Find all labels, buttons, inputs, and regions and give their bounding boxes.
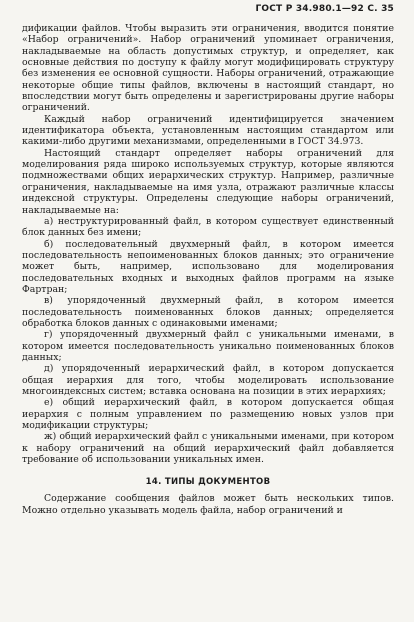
list-item: е) общий иерархический файл, в котором допускается общая иерархия с полным управлением по размещению новых узлов при модификации структуры; (22, 397, 394, 432)
list-item: б) последовательный двухмерный файл, в котором имеется последовательность непоименованных блоков данных; это ограничение может быть, например, использовано для моделирования последовательных входных и выходных файлов программ на языке Фартран; (22, 238, 394, 295)
paragraph: Каждый набор ограничений идентифицируется значением идентификатора объекта, установленным настоящим стандартом или какими-либо другими механизмами, определенными в ГОСТ 34.973. (22, 113, 394, 148)
list-item: д) упорядоченный иерархический файл, в котором допускается общая иерархия для того, чтобы моделировать использование многоиндексных систем; вставка основана на позиции в этих иерархиях; (22, 363, 394, 397)
list-item: в) упорядоченный двухмерный файл, в котором имеется последовательность поименованных блоков данных; определяется обработка блоков данных с одинаковыми именами; (22, 295, 394, 329)
section-heading: 14. ТИПЫ ДОКУМЕНТОВ (145, 477, 271, 488)
body-text (22, 23, 394, 516)
paragraph: Содержание сообщения файлов может быть нескольких типов. Можно отдельно указывать модель файла, набор ограничений и (22, 493, 394, 516)
list-item: ж) общий иерархический файл с уникальными именами, при котором к набору ограничений на общий иерархический файл добавляется требование об использовании уникальных имен. (22, 431, 394, 466)
list-item: г) упорядоченный двухмерный файл с уникальными именами, в котором имеется последовательность уникально поименованных блоков данных; (22, 329, 394, 363)
list-item: а) неструктурированный файл, в котором существует единственный блок данных без имени; (22, 215, 394, 239)
paragraph: дификации файлов. Чтобы выразить эти ограничения, вводится понятие «Набор ограничений». Набор ограничений упоминает ограничения, накладываемые на область допустимых структур, и определяет, как основные действия по доступу к файлу могут модифицировать структуру без изменения ее основной сущности. Наборы ограничений, отражающие некоторые общие типы файлов, включены в настоящий стандарт, но впоследствии могут быть определены и зарегистрированы другие наборы ограничений. (22, 23, 394, 114)
running-head: ГОСТ Р 34.980.1—92 С. 35 (255, 4, 394, 14)
paragraph: Настоящий стандарт определяет наборы ограничений для моделирования ряда широко используемых структур, которые являются подмножествами общих иерархических структур. Например, различные ограничения, накладываемые на имя узла, отражают различные классы индексной структуры. Определены следующие наборы ограничений, накладываемые на: (22, 147, 394, 216)
